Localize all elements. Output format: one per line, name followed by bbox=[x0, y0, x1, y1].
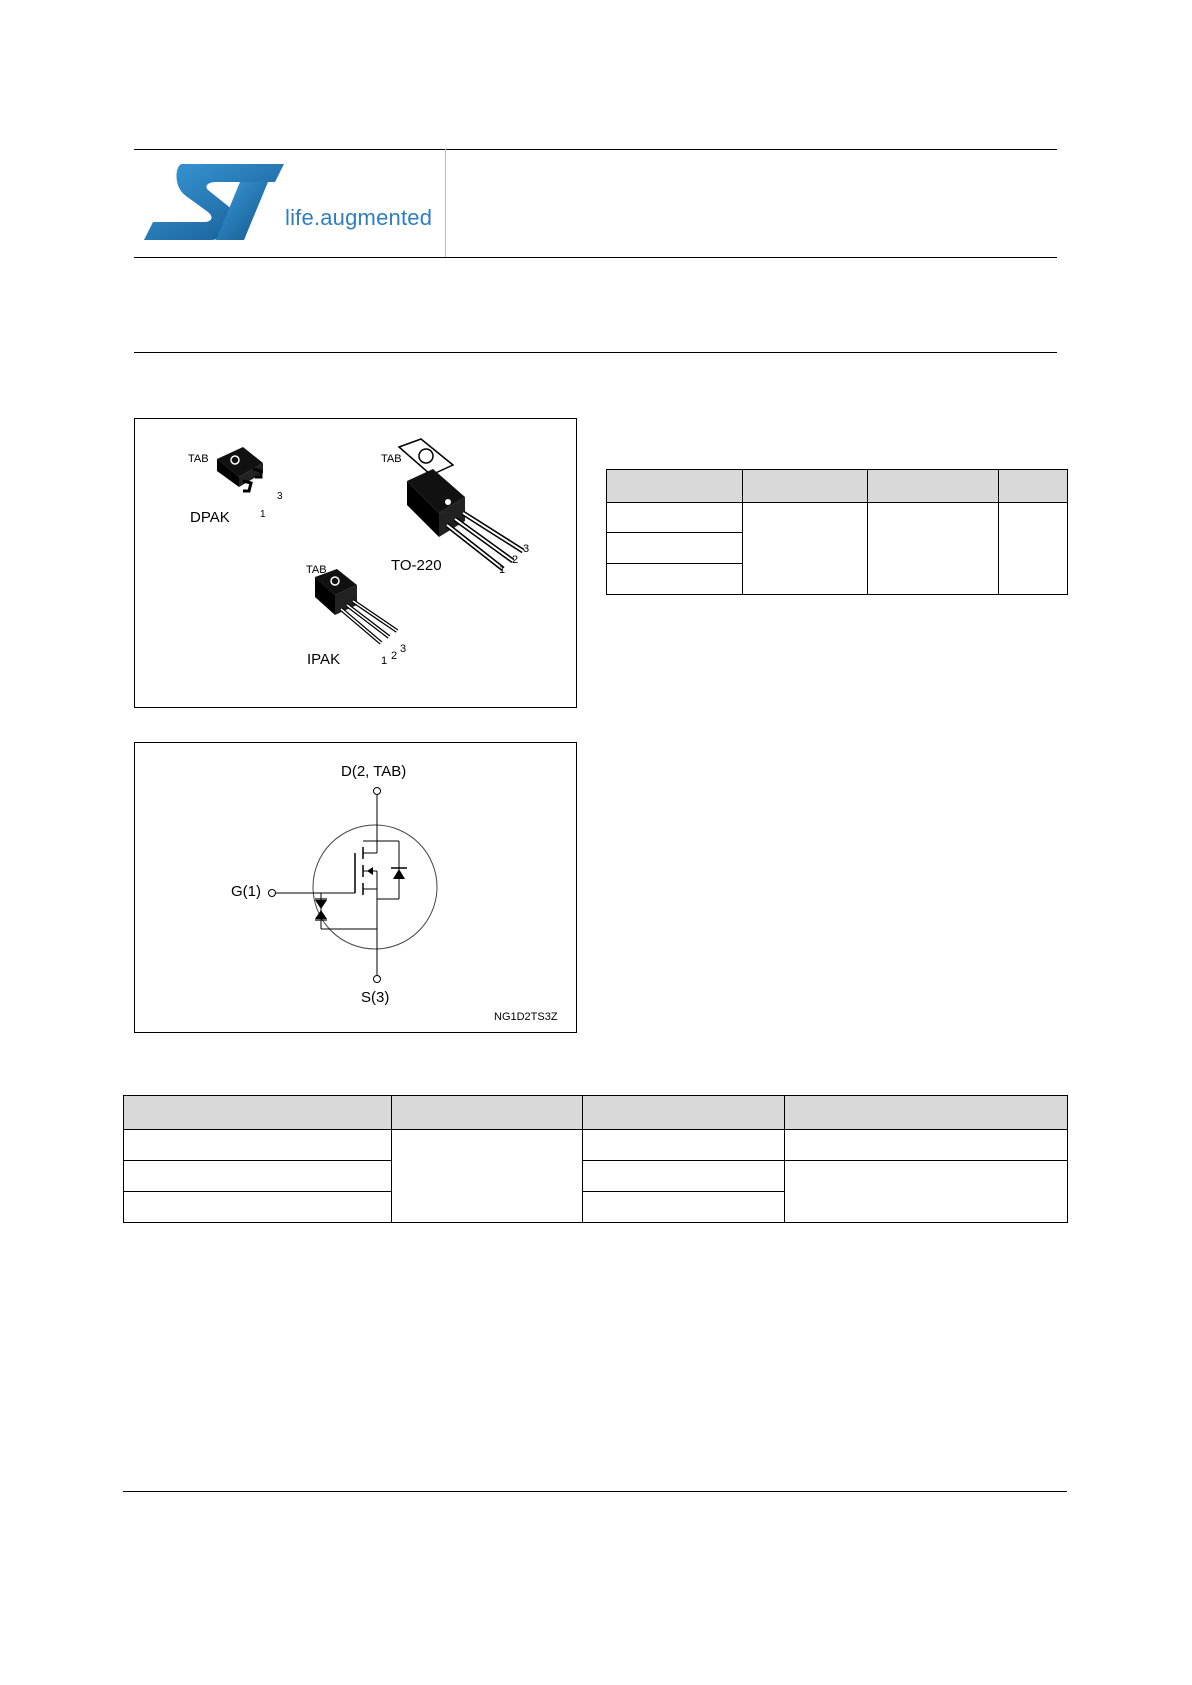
tagline-augmented: augmented bbox=[320, 205, 433, 230]
right-table-header-cell bbox=[607, 470, 743, 503]
to220-package-icon bbox=[399, 439, 523, 569]
figure-code-label: NG1D2TS3Z bbox=[494, 1011, 558, 1023]
tagline-life: life bbox=[285, 205, 314, 230]
bottom-table-header-cell bbox=[124, 1096, 392, 1130]
table-cell bbox=[392, 1130, 583, 1223]
bottom-table-header-cell bbox=[785, 1096, 1068, 1130]
ipak-tab-label: TAB bbox=[306, 564, 327, 576]
table-cell bbox=[607, 503, 743, 533]
table-cell bbox=[124, 1161, 392, 1192]
st-logo-tagline bbox=[285, 205, 432, 231]
bottom-table-header-row bbox=[124, 1096, 1068, 1130]
dpak-tab-label: TAB bbox=[188, 453, 209, 465]
table-row bbox=[124, 1161, 1068, 1192]
to220-tab-label: TAB bbox=[381, 453, 402, 465]
table-cell bbox=[999, 503, 1068, 595]
table-cell bbox=[607, 533, 743, 564]
to220-pin3-label: 3 bbox=[523, 543, 530, 555]
table-cell bbox=[583, 1192, 785, 1223]
table-cell bbox=[583, 1161, 785, 1192]
gate-label: G(1) bbox=[231, 883, 261, 900]
ipak-pin2-label: 2 bbox=[391, 650, 398, 662]
table-cell bbox=[607, 564, 743, 595]
footer-rule bbox=[123, 1491, 1067, 1492]
header-bottom-rule bbox=[134, 257, 1057, 258]
source-label: S(3) bbox=[361, 989, 390, 1006]
dpak-label: DPAK bbox=[190, 509, 230, 526]
header-divider bbox=[445, 149, 446, 257]
table-row bbox=[607, 503, 1068, 533]
st-logo-mark-icon bbox=[142, 162, 287, 244]
bottom-table bbox=[123, 1095, 1068, 1223]
packages-figure bbox=[134, 418, 577, 708]
table-cell bbox=[868, 503, 999, 595]
st-logo bbox=[142, 160, 442, 245]
ipak-label: IPAK bbox=[307, 651, 341, 668]
table-cell bbox=[785, 1130, 1068, 1161]
bottom-table-header-cell bbox=[583, 1096, 785, 1130]
ipak-package-icon bbox=[315, 569, 397, 643]
table-cell bbox=[743, 503, 868, 595]
table-cell bbox=[124, 1192, 392, 1223]
table-cell bbox=[583, 1130, 785, 1161]
mosfet-schematic-icon bbox=[135, 743, 575, 1031]
right-table-header-cell bbox=[999, 470, 1068, 503]
right-table bbox=[606, 469, 1068, 595]
dpak-package-icon bbox=[217, 447, 263, 491]
dpak-pin3-label: 3 bbox=[277, 491, 283, 502]
right-table-header-cell bbox=[743, 470, 868, 503]
right-table-header-cell bbox=[868, 470, 999, 503]
table-cell bbox=[124, 1130, 392, 1161]
ipak-pin1-label: 1 bbox=[381, 655, 388, 667]
drain-label: D(2, TAB) bbox=[341, 763, 407, 780]
right-table-header-row bbox=[607, 470, 1068, 503]
to220-label: TO-220 bbox=[391, 557, 442, 574]
dpak-pin1-label: 1 bbox=[260, 509, 266, 520]
header-top-rule bbox=[134, 149, 1057, 150]
ipak-pin3-label: 3 bbox=[400, 643, 407, 655]
table-row bbox=[124, 1130, 1068, 1161]
title-bottom-rule bbox=[134, 352, 1057, 353]
bottom-table-header-cell bbox=[392, 1096, 583, 1130]
schematic-figure bbox=[134, 742, 577, 1033]
to220-pin1-label: 1 bbox=[499, 564, 506, 576]
table-cell bbox=[785, 1161, 1068, 1223]
to220-pin2-label: 2 bbox=[512, 554, 519, 566]
tagline-dot: . bbox=[313, 205, 321, 230]
